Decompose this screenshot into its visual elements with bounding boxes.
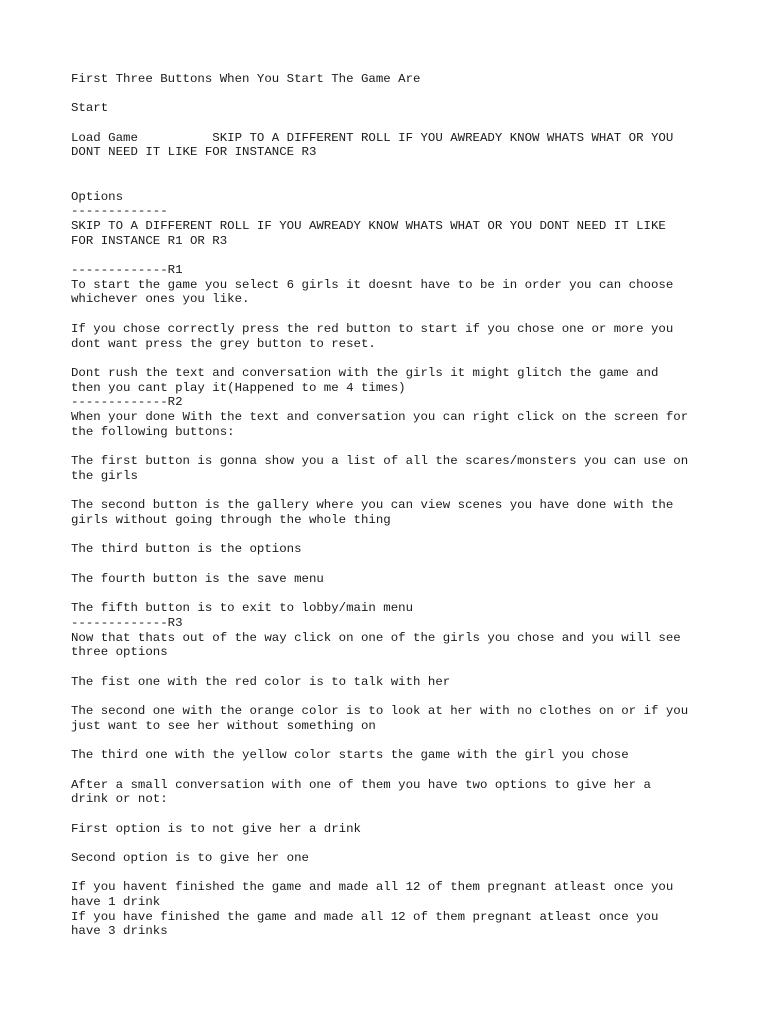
start-label: Start: [71, 101, 109, 116]
paragraph: The fourth button is the save menu: [71, 571, 324, 586]
paragraph: After a small conversation with one of them you have two options to give her a: [71, 777, 651, 792]
paragraph: Dont rush the text and conversation with the girls it might glitch the game and: [71, 365, 659, 380]
paragraph: The fifth button is to exit to lobby/main menu: [71, 601, 414, 616]
load-game-text: DONT NEED IT LIKE FOR INSTANCE R3: [71, 145, 317, 160]
paragraph: The second button is the gallery where you can view scenes you have done with the: [71, 498, 674, 513]
divider: -------------: [71, 204, 168, 219]
paragraph: Second option is to give her one: [71, 850, 309, 865]
paragraph: The third one with the yellow color starts the game with the girl you chose: [71, 748, 629, 763]
paragraph: girls without going through the whole thing: [71, 512, 391, 527]
paragraph: The fist one with the red color is to talk with her: [71, 674, 451, 689]
paragraph: If you have finished the game and made all 12 of them pregnant atleast once you: [71, 909, 659, 924]
paragraph: Now that thats out of the way click on one of the girls you chose and you will see: [71, 630, 681, 645]
skip-note: FOR INSTANCE R1 OR R3: [71, 233, 228, 248]
paragraph: whichever ones you like.: [71, 292, 250, 307]
paragraph: When your done With the text and conversation you can right click on the screen for: [71, 410, 689, 425]
intro-heading: First Three Buttons When You Start The Game Are: [71, 72, 421, 86]
paragraph: If you havent finished the game and made all 12 of them pregnant atleast once you: [71, 880, 674, 895]
paragraph: three options: [71, 645, 168, 660]
skip-note: SKIP TO A DIFFERENT ROLL IF YOU AWREADY KNOW WHATS WHAT OR YOU DONT NEED IT LIKE: [71, 218, 666, 233]
load-game-text: Load Game SKIP TO A DIFFERENT ROLL IF YOU AWREADY KNOW WHATS WHAT OR YOU: [71, 130, 674, 145]
paragraph: The second one with the orange color is to look at her with no clothes on or if you: [71, 704, 689, 719]
paragraph: the girls: [71, 468, 138, 483]
paragraph: have 3 drinks: [71, 924, 168, 939]
paragraph: First option is to not give her a drink: [71, 821, 361, 836]
paragraph: The first button is gonna show you a list of all the scares/monsters you can use on: [71, 454, 689, 469]
paragraph: then you cant play it(Happened to me 4 times): [71, 380, 406, 395]
paragraph: drink or not:: [71, 792, 168, 807]
paragraph: To start the game you select 6 girls it doesnt have to be in order you can choose: [71, 277, 674, 292]
document-page: [71, 72, 711, 939]
section-r3-header: -------------R3: [71, 615, 183, 630]
paragraph: dont want press the grey button to reset.: [71, 336, 376, 351]
paragraph: just want to see her without something on: [71, 718, 376, 733]
options-label: Options: [71, 189, 124, 204]
paragraph: have 1 drink: [71, 895, 161, 910]
section-r2-header: -------------R2: [71, 395, 183, 410]
paragraph: The third button is the options: [71, 542, 302, 557]
paragraph: If you chose correctly press the red button to start if you chose one or more you: [71, 321, 674, 336]
paragraph: the following buttons:: [71, 424, 235, 439]
section-r1-header: -------------R1: [71, 263, 183, 278]
